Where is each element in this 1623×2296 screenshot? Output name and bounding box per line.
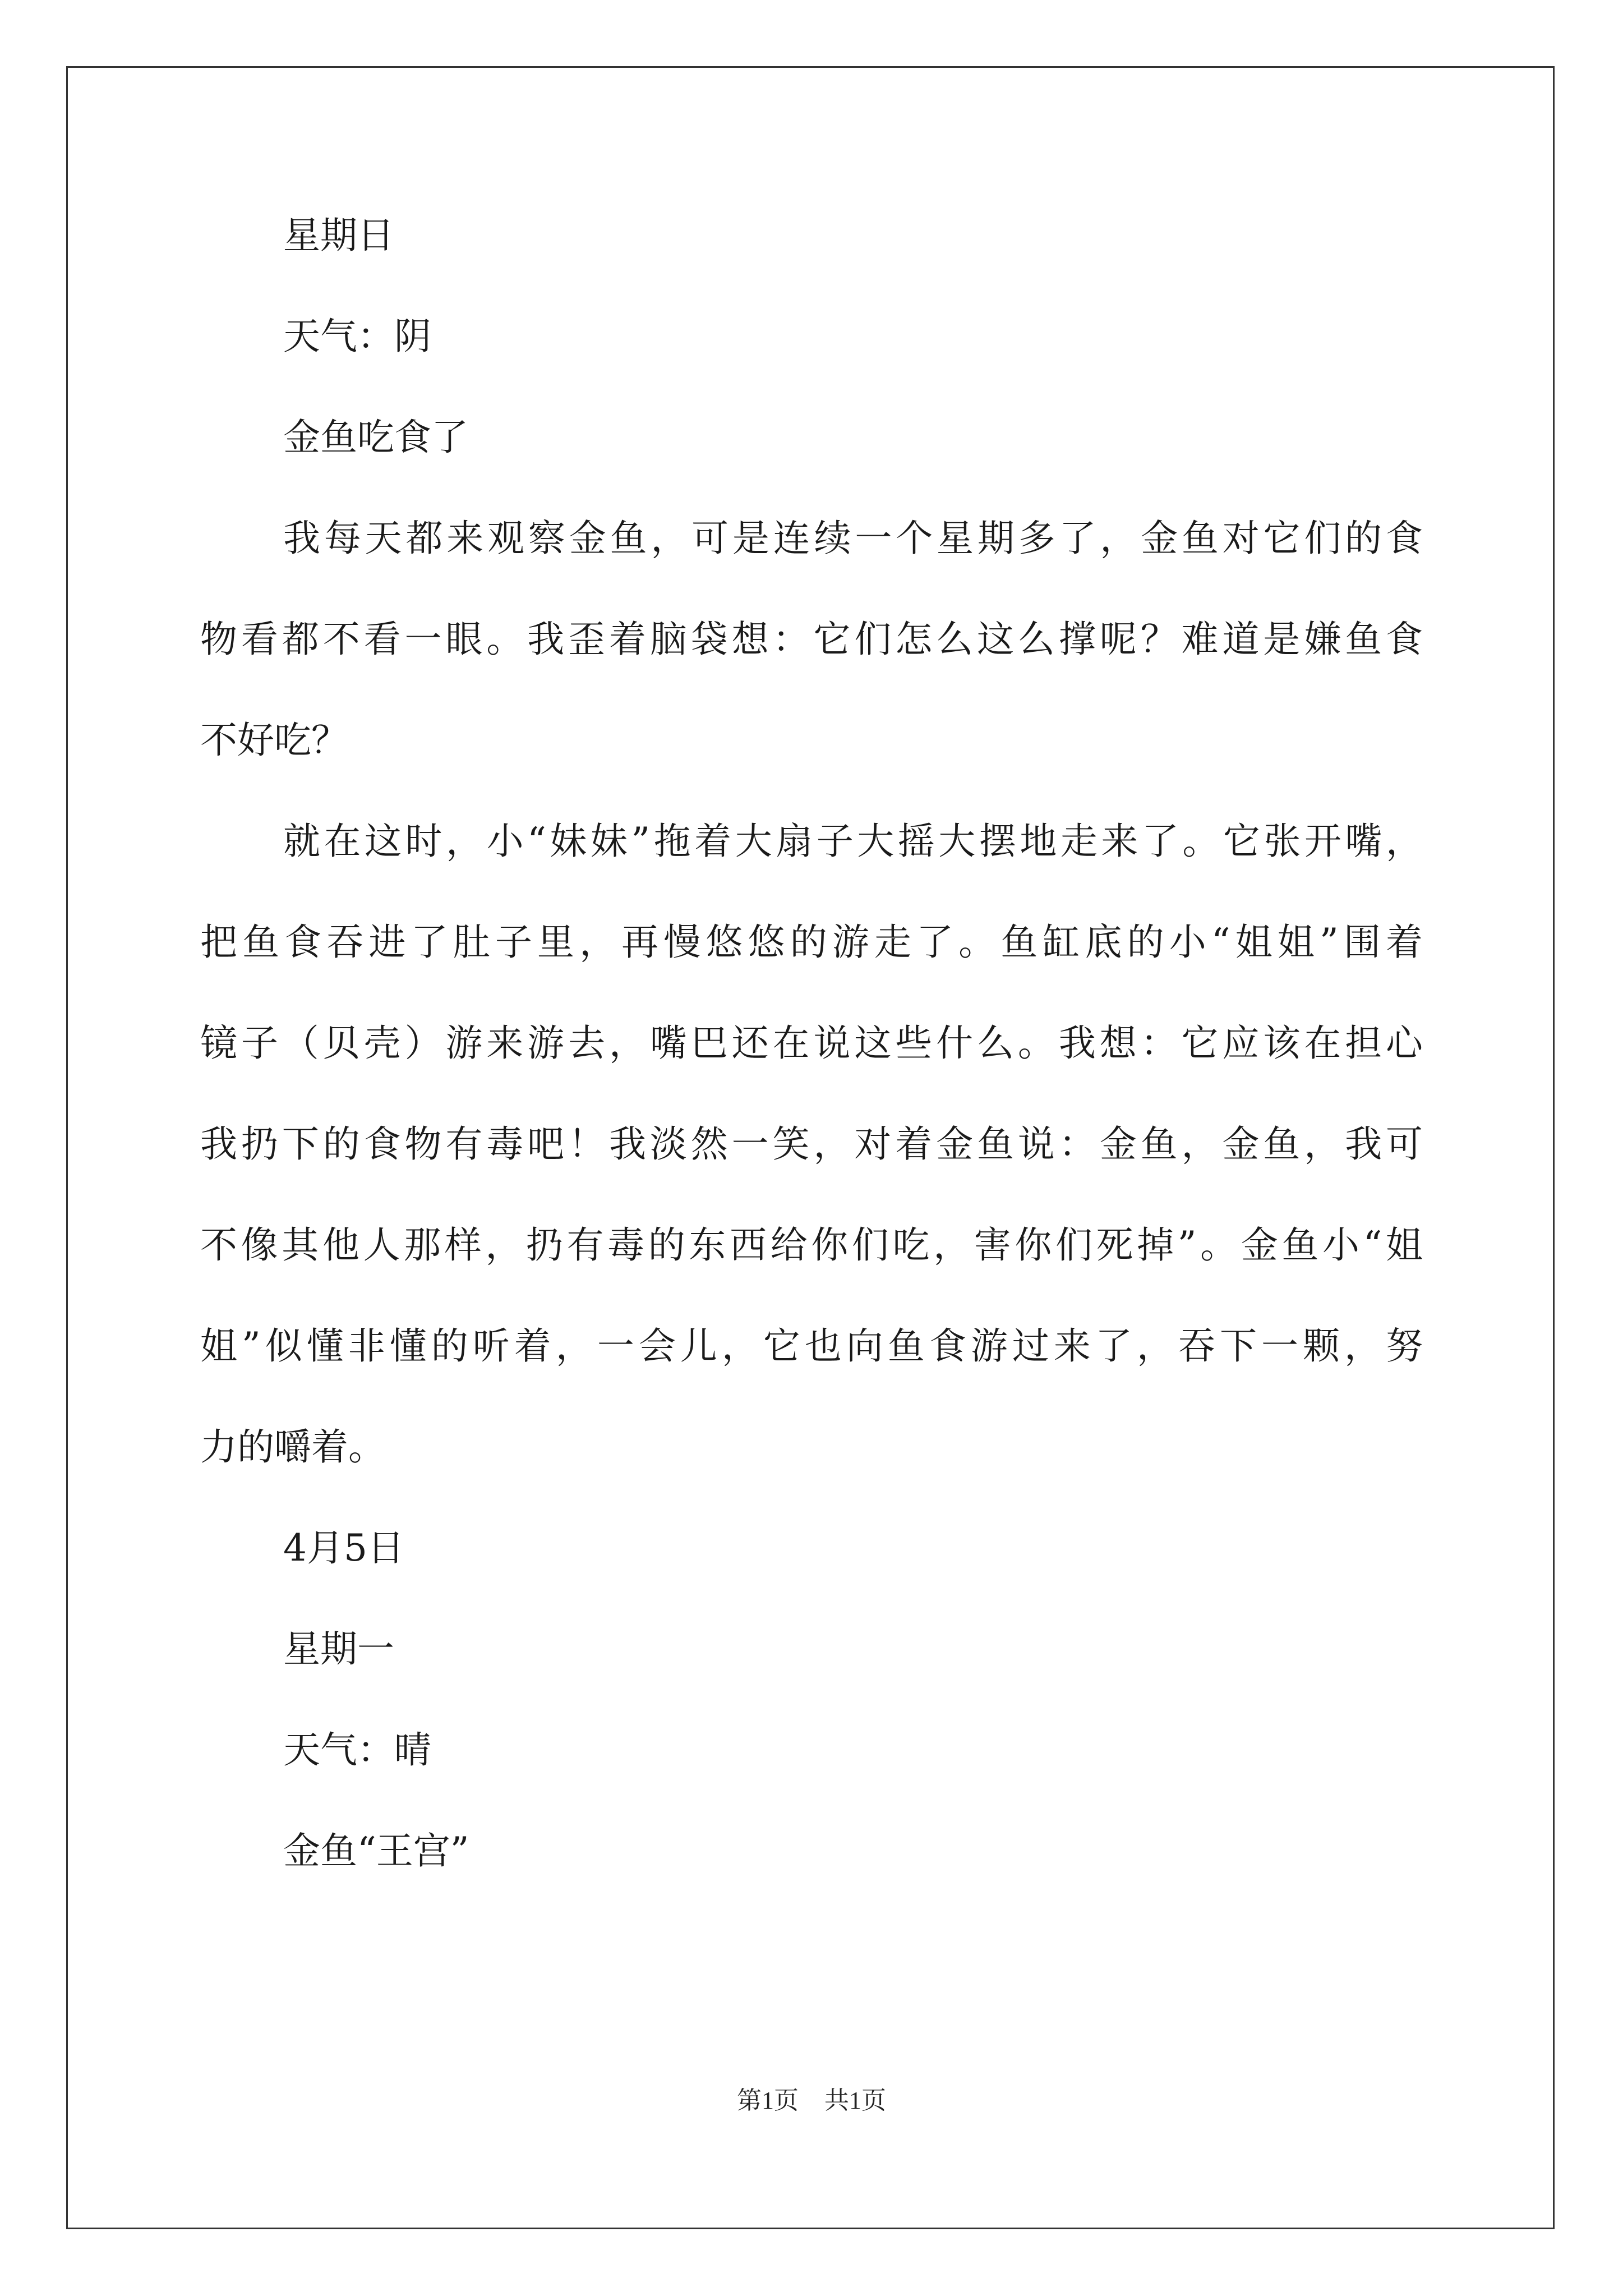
- date-line: 4月5日: [283, 1526, 404, 1570]
- paragraph-line: 就在这时，小“妹妹”拖着大扇子大摇大摆地走来了。它张开嘴，: [283, 820, 1423, 863]
- paragraph-line: 不像其他人那样，扔有毒的东西给你们吃，害你们死掉”。金鱼小“姐: [200, 1223, 1423, 1267]
- entry-title: 金鱼吃食了: [283, 416, 468, 459]
- weekday-line: 星期一: [283, 1627, 394, 1671]
- paragraph-line: 把鱼食吞进了肚子里，再慢悠悠的游走了。鱼缸底的小“姐姐”围着: [200, 921, 1423, 964]
- paragraph-line: 不好吃？: [200, 719, 348, 762]
- weather-line: 天气：晴: [283, 1728, 431, 1772]
- weekday-line: 星期日: [283, 214, 394, 257]
- paragraph-line: 物看都不看一眼。我歪着脑袋想：它们怎么这么撑呢？难道是嫌鱼食: [200, 618, 1423, 661]
- paragraph-line: 我每天都来观察金鱼，可是连续一个星期多了，金鱼对它们的食: [283, 517, 1423, 560]
- page-number-current: 第1页: [737, 2087, 799, 2114]
- page-number-total: 共1页: [824, 2087, 886, 2114]
- paragraph-line: 镜子（贝壳）游来游去，嘴巴还在说这些什么。我想：它应该在担心: [200, 1022, 1423, 1065]
- page-footer: [0, 2084, 1623, 2118]
- paragraph-line: 我扔下的食物有毒吧！我淡然一笑，对着金鱼说：金鱼，金鱼，我可: [200, 1122, 1423, 1166]
- paragraph-line: 姐”似懂非懂的听着，一会儿，它也向鱼食游过来了，吞下一颗，努: [200, 1324, 1423, 1368]
- entry-title: 金鱼“王宫”: [283, 1829, 469, 1872]
- paragraph-line: 力的嚼着。: [200, 1425, 385, 1469]
- weather-line: 天气：阴: [283, 315, 431, 358]
